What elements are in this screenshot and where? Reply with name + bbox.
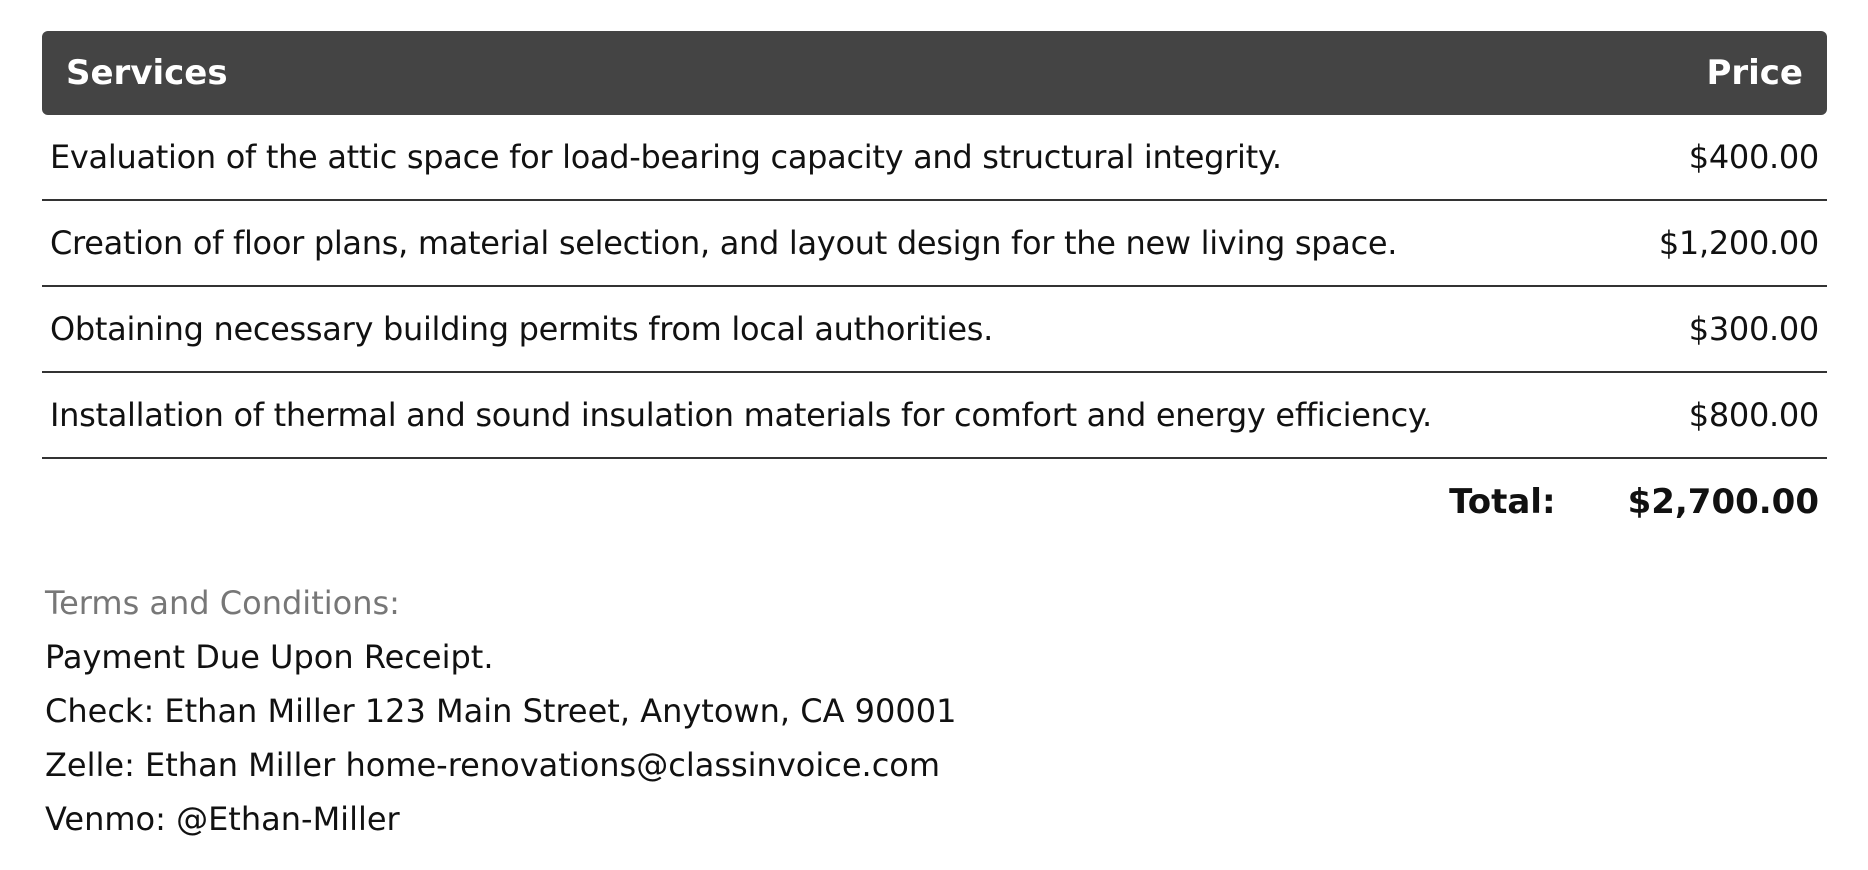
invoice-services-table	[42, 31, 1827, 545]
service-description: Installation of thermal and sound insulation materials for comfort and energy efficiency.	[50, 396, 1432, 434]
total-value: $2,700.00	[1627, 482, 1819, 522]
table-row	[42, 115, 1827, 201]
service-price: $1,200.00	[1658, 224, 1819, 262]
table-header	[42, 31, 1827, 115]
venmo-payment-info: Venmo: @Ethan-Miller	[45, 800, 400, 838]
payment-due-note: Payment Due Upon Receipt.	[45, 638, 494, 676]
table-row	[42, 287, 1827, 373]
price-column-header: Price	[1706, 53, 1803, 93]
terms-and-conditions	[45, 576, 956, 846]
services-column-header: Services	[66, 53, 228, 93]
terms-heading: Terms and Conditions:	[45, 584, 400, 622]
service-price: $800.00	[1688, 396, 1819, 434]
table-row	[42, 201, 1827, 287]
service-price: $300.00	[1688, 310, 1819, 348]
service-description: Obtaining necessary building permits from local authorities.	[50, 310, 994, 348]
check-payment-info: Check: Ethan Miller 123 Main Street, Anytown, CA 90001	[45, 692, 957, 730]
service-rows	[42, 115, 1827, 459]
total-label: Total:	[1449, 482, 1556, 522]
total-row	[42, 459, 1827, 545]
table-row	[42, 373, 1827, 459]
zelle-payment-info: Zelle: Ethan Miller home-renovations@classinvoice.com	[45, 746, 941, 784]
service-description: Creation of floor plans, material selection, and layout design for the new living space.	[50, 224, 1398, 262]
service-price: $400.00	[1688, 138, 1819, 176]
service-description: Evaluation of the attic space for load-bearing capacity and structural integrity.	[50, 138, 1282, 176]
